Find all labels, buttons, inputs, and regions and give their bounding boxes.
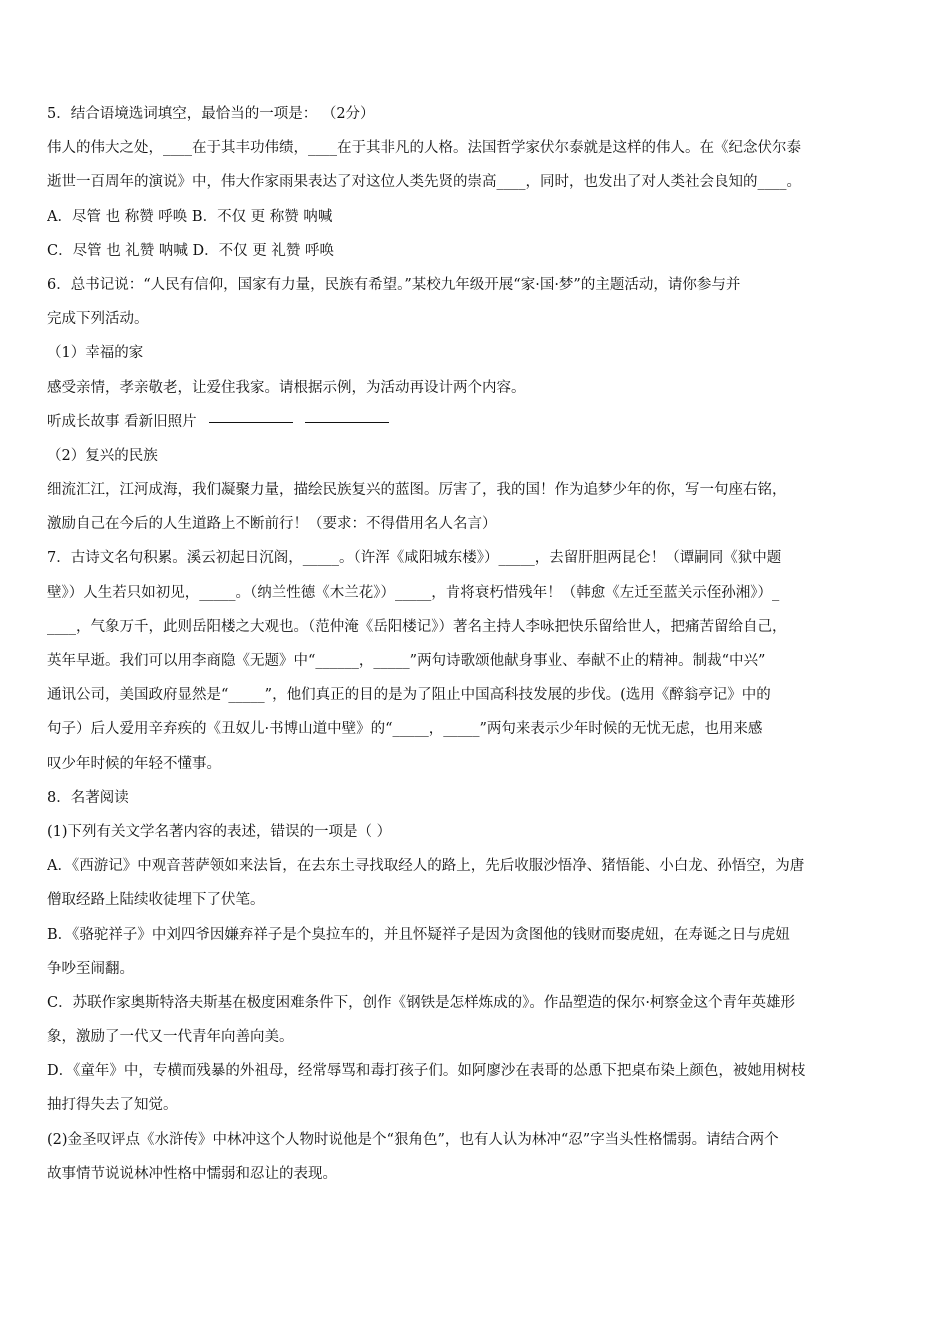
q8-sub1: (1)下列有关文学名著内容的表述，错误的一项是（ ）	[47, 823, 392, 840]
q7-line: 英年早逝。我们可以用李商隐《无题》中“______，_____”两句诗歌颂他献身事业、奉献不止的精神。制裁“中兴”	[47, 653, 766, 669]
q6-part2-line: 细流汇江，江河成海，我们凝聚力量，描绘民族复兴的蓝图。厉害了，我的国！作为追梦少年的你，写一句座右铭，	[47, 482, 787, 499]
q8-sub2: 故事情节说说林冲性格中懦弱和忍让的表现。	[47, 1165, 337, 1182]
answer-blank	[305, 421, 389, 423]
q6-part1-examples: 听成长故事 看新旧照片	[47, 413, 197, 430]
q8-option-c: C．苏联作家奥斯特洛夫斯基在极度困难条件下，创作《钢铁是怎样炼成的》。作品塑造的保尔·柯察金这个青年英雄形	[47, 994, 795, 1011]
q6-part1-title: （1）幸福的家	[47, 345, 144, 362]
q8-option-b: 争吵至闹翻。	[47, 960, 134, 977]
q8-option-a: A．《西游记》中观音菩萨领如来法旨，在去东土寻找取经人的路上，先后收服沙悟净、猪悟能、小白龙、孙悟空，为唐	[47, 858, 805, 875]
q7-line: 句子）后人爱用辛弃疾的《丑奴儿·书博山道中壁》的“_____，_____”两句来表示少年时候的无忧无虑，也用来感	[47, 721, 763, 738]
q7-line: ____，气象万千，此则岳阳楼之大观也。（范仲淹《岳阳楼记》）著名主持人李咏把快乐留给世人，把痛苦留给自己，	[47, 618, 787, 635]
q8-sub2: (2)金圣叹评点《水浒传》中林冲这个人物时说他是个“狠角色”，也有人认为林冲“忍”字当头性格懦弱。请结合两个	[47, 1131, 779, 1148]
q6-part1-examples-row	[47, 405, 907, 439]
q8-option-d: D．《童年》中，专横而残暴的外祖母，经常辱骂和毒打孩子们。如阿廖沙在表哥的怂恿下把桌布染上颜色，被她用树枝	[47, 1063, 806, 1080]
q7-line: 壁》）人生若只如初见，_____。（纳兰性德《木兰花》）_____，肯将衰朽惜残年！（韩愈《左迁至蓝关示侄孙湘》）_	[47, 584, 780, 601]
q5-options-ab: A．尽管 也 称赞 呼唤 B．不仅 更 称赞 呐喊	[47, 208, 333, 225]
q8-title: 8．名著阅读	[47, 789, 129, 806]
q8-option-a: 僧取经路上陆续收徒埋下了伏笔。	[47, 892, 265, 909]
q8-option-d: 抽打得失去了知觉。	[47, 1097, 178, 1114]
q6-part2-line: 激励自己在今后的人生道路上不断前行！（要求：不得借用名人名言）	[47, 516, 497, 533]
q5-options-cd: C．尽管 也 礼赞 呐喊 D．不仅 更 礼赞 呼唤	[47, 242, 334, 259]
q7-line: 通讯公司，美国政府显然是“_____”，他们真正的目的是为了阻止中国高科技发展的步伐。(选用《醉翁亭记》中的	[47, 687, 771, 704]
q5-passage-line: 逝世一百周年的演说》中，伟大作家雨果表达了对这位人类先贤的崇高____，同时，也发出了对人类社会良知的____。	[47, 174, 801, 191]
q8-option-c: 象，激励了一代又一代青年向善向美。	[47, 1029, 294, 1046]
q6-part2-title: （2）复兴的民族	[47, 447, 158, 464]
q6-part1-text: 感受亲情，孝亲敬老，让爱住我家。请根据示例，为活动再设计两个内容。	[47, 379, 526, 396]
q5-stem: 5．结合语境选词填空，最恰当的一项是： （2分）	[47, 106, 375, 122]
q6-stem-line: 6．总书记说：“人民有信仰，国家有力量，民族有希望。”某校九年级开展“家·国·梦”的主题活动，请你参与并	[47, 276, 741, 293]
q7-line: 7．古诗文名句积累。溪云初起日沉阁，_____。（许浑《咸阳城东楼》）_____，去留肝胆两昆仑！（谭嗣同《狱中题	[47, 550, 782, 567]
answer-blank	[209, 421, 293, 423]
q8-option-b: B．《骆驼祥子》中刘四爷因嫌弃祥子是个臭拉车的，并且怀疑祥子是因为贪图他的钱财而娶虎妞，在寿诞之日与虎妞	[47, 926, 790, 943]
exam-page	[47, 97, 907, 1191]
q7-line: 叹少年时候的年轻不懂事。	[47, 755, 221, 772]
q5-passage-line: 伟人的伟大之处，____在于其丰功伟绩，____在于其非凡的人格。法国哲学家伏尔泰就是这样的伟人。在《纪念伏尔泰	[47, 140, 801, 157]
q6-stem-line: 完成下列活动。	[47, 311, 149, 328]
